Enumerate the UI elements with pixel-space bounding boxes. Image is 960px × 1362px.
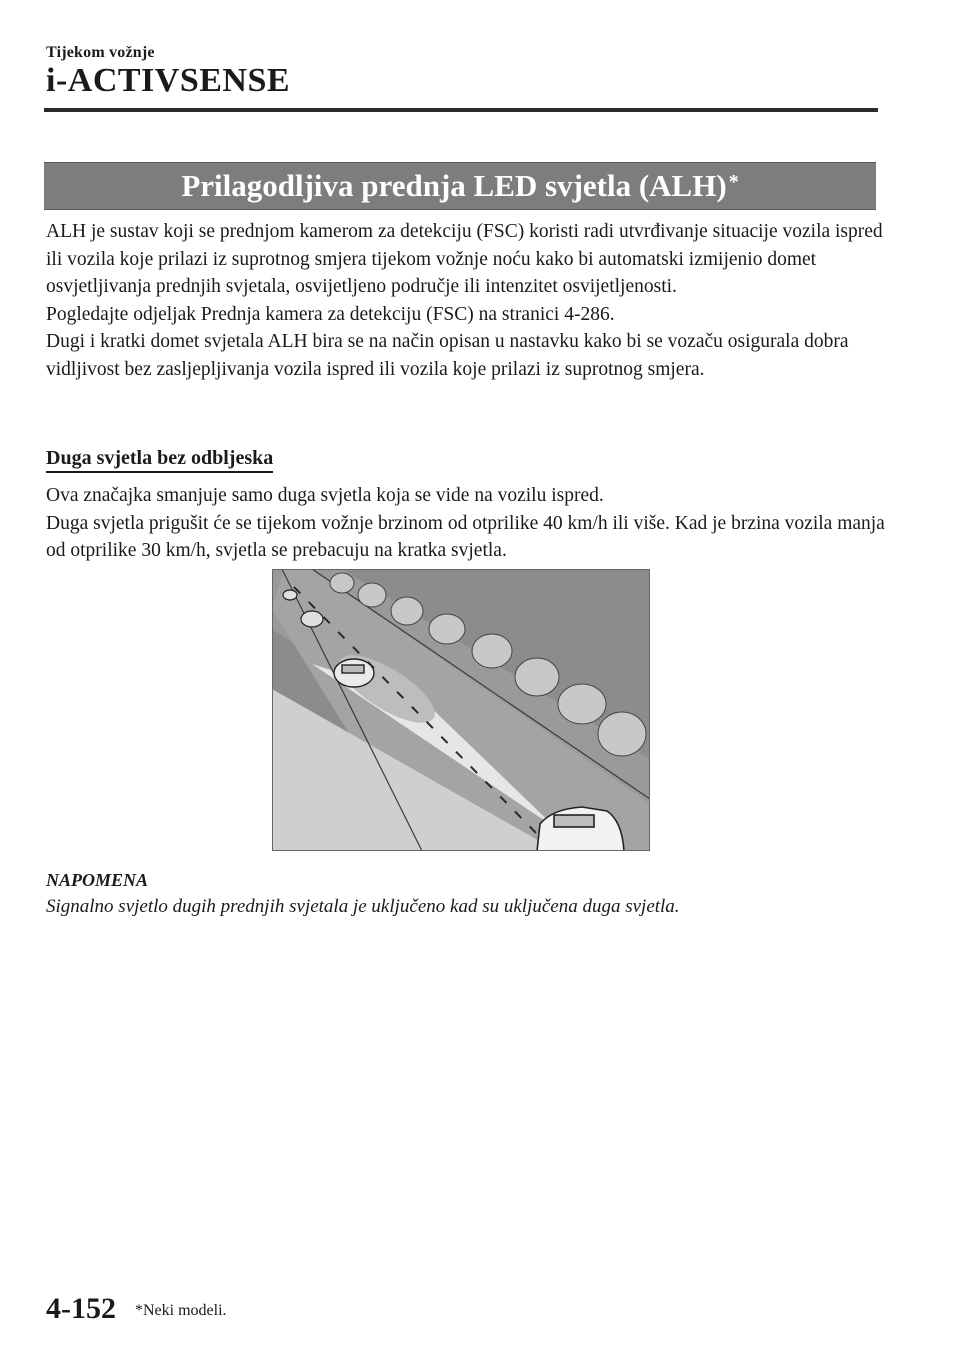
title-rule	[44, 108, 878, 112]
night-road-illustration	[272, 569, 650, 851]
car-ahead-near	[334, 659, 374, 687]
page-number: 4-152	[46, 1292, 116, 1325]
car-ahead-mid	[301, 611, 323, 627]
banner-asterisk: *	[728, 170, 739, 193]
intro-paragraph-1: ALH je sustav koji se prednjom kamerom za detekciju (FSC) koristi radi utvrđivanje situacije vozila ispred ili vozila koje prilazi iz suprotnog smjera tijekom vožnje noću kako bi automatski izmijenio domet osvjetljivanja prednjih svjetala, osvijetljeno područje ili intenzitet osvijetljenosti.	[46, 221, 883, 297]
note-label: NAPOMENA	[46, 870, 149, 890]
subsection-paragraph-1: Ova značajka smanjuje samo duga svjetla koja se vide na vozilu ispred.	[46, 485, 604, 506]
subsection-heading: Duga svjetla bez odbljeska	[46, 447, 273, 473]
intro-text	[46, 218, 886, 383]
intro-paragraph-3: Dugi i kratki domet svjetala ALH bira se na način opisan u nastavku kako bi se vozaču osigurala dobra vidljivost bez zasljepljivanja vozila ispred ili vozila koje prilazi iz suprotnog smjera.	[46, 331, 849, 380]
banner-heading	[44, 162, 876, 210]
note-text: Signalno svjetlo dugih prednjih svjetala je uključeno kad su uključena duga svjetla.	[46, 896, 680, 917]
breadcrumb: Tijekom vožnje	[46, 44, 155, 61]
footnote: *Neki modeli.	[135, 1302, 227, 1319]
car-ahead-far	[283, 590, 297, 600]
intro-paragraph-2: Pogledajte odjeljak Prednja kamera za detekciju (FSC) na stranici 4-286.	[46, 303, 615, 325]
section-title: i-ACTIVSENSE	[46, 62, 291, 99]
banner-title: Prilagodljiva prednja LED svjetla (ALH)	[181, 168, 727, 203]
subsection-paragraph-2: Duga svjetla prigušit će se tijekom vožnje brzinom od otprilike 40 km/h ili više. Kad je brzina vozila manja od otprilike 30 km/h, svjetla se prebacuju na kratka svjetla.	[46, 512, 885, 561]
subsection-text	[46, 482, 886, 565]
